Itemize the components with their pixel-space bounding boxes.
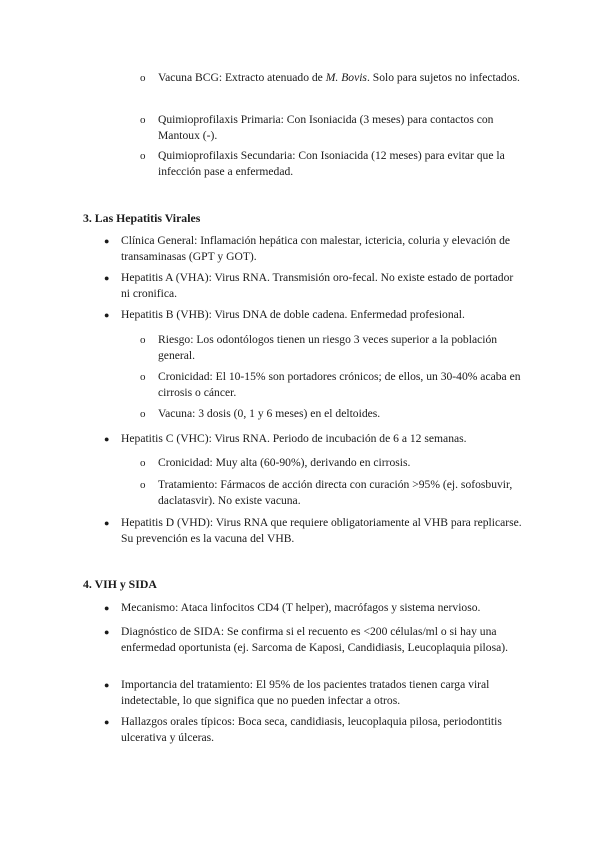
list-item-vacuna-bcg <box>140 70 530 86</box>
list-item-diagnostico-sida <box>104 624 524 656</box>
list-item-hepatitis-a <box>104 270 524 302</box>
list-item-text: Mecanismo: Ataca linfocitos CD4 (T helper), macrófagos y sistema nervioso. <box>121 601 481 614</box>
list-item-vhc-tratamiento <box>140 477 530 509</box>
list-item-text: Cronicidad: Muy alta (60-90%), derivando en cirrosis. <box>158 456 411 469</box>
bullet-marker: o <box>140 408 146 420</box>
bullet-marker: ● <box>104 434 110 444</box>
bullet-marker: ● <box>104 236 110 246</box>
list-item-text: Cronicidad: El 10-15% son portadores crónicos; de ellos, un 30-40% acaba en cirrosis o cáncer. <box>158 370 521 399</box>
bullet-marker: ● <box>104 627 110 637</box>
list-item-quimioprofilaxis-primaria <box>140 112 530 144</box>
list-item-text: Hepatitis B (VHB): Virus DNA de doble cadena. Enfermedad profesional. <box>121 308 465 321</box>
section-heading-vih-sida: 4. VIH y SIDA <box>83 577 157 591</box>
bullet-marker: ● <box>104 717 110 727</box>
list-item-text: Quimioprofilaxis Secundaria: Con Isoniacida (12 meses) para evitar que la infección pase a enfermedad. <box>158 149 505 178</box>
list-item-text: Hepatitis C (VHC): Virus RNA. Periodo de incubación de 6 a 12 semanas. <box>121 432 467 445</box>
list-item-vhb-cronicidad <box>140 369 530 401</box>
list-item-text: Vacuna: 3 dosis (0, 1 y 6 meses) en el deltoides. <box>158 407 381 420</box>
list-item-quimioprofilaxis-secundaria <box>140 148 530 180</box>
list-item-text: Clínica General: Inflamación hepática con malestar, ictericia, coluria y elevación de transaminasas (GPT y GOT). <box>121 234 511 263</box>
bullet-marker: ● <box>104 310 110 320</box>
bullet-marker: ● <box>104 273 110 283</box>
bullet-marker: ● <box>104 518 110 528</box>
bullet-marker: o <box>140 479 146 491</box>
list-item-text: Vacuna BCG: Extracto atenuado de M. Bovis. Solo para sujetos no infectados. <box>158 71 520 84</box>
list-item-text: Quimioprofilaxis Primaria: Con Isoniacida (3 meses) para contactos con Mantoux (-). <box>158 113 494 142</box>
list-item-hepatitis-b <box>104 307 524 323</box>
list-item-vhb-vacuna <box>140 406 530 422</box>
list-item-text: Hallazgos orales típicos: Boca seca, candidiasis, leucoplaquia pilosa, periodontitis ulcerativa y úlceras. <box>121 715 502 744</box>
list-item-hallazgos-orales <box>104 714 524 746</box>
list-item-hepatitis-c <box>104 431 524 447</box>
bullet-marker: ● <box>104 680 110 690</box>
bullet-marker: o <box>140 371 146 383</box>
list-item-vhc-cronicidad <box>140 455 530 471</box>
list-item-vhb-riesgo <box>140 332 530 364</box>
list-item-mecanismo <box>104 600 524 616</box>
list-item-clinica-general <box>104 233 524 265</box>
list-item-text: Tratamiento: Fármacos de acción directa con curación >95% (ej. sofosbuvir, daclatasvir). No existe vacuna. <box>158 478 513 507</box>
bullet-marker: o <box>140 114 146 126</box>
bullet-marker: o <box>140 334 146 346</box>
list-item-text: Diagnóstico de SIDA: Se confirma si el recuento es <200 células/ml o si hay una enfermedad oportunista (ej. Sarcoma de Kaposi, Candidiasis, Leucoplaquia pilosa). <box>121 625 508 654</box>
list-item-text: Hepatitis D (VHD): Virus RNA que requiere obligatoriamente al VHB para replicarse. Su prevención es la vacuna del VHB. <box>121 516 522 545</box>
bullet-marker: o <box>140 72 146 84</box>
list-item-text: Riesgo: Los odontólogos tienen un riesgo 3 veces superior a la población general. <box>158 333 498 362</box>
bullet-marker: ● <box>104 603 110 613</box>
list-item-hepatitis-d <box>104 515 524 547</box>
list-item-text: Importancia del tratamiento: El 95% de los pacientes tratados tienen carga viral indetectable, lo que significa que no pueden infectar a otros. <box>121 678 490 707</box>
bullet-marker: o <box>140 457 146 469</box>
list-item-importancia-tratamiento <box>104 677 524 709</box>
bullet-marker: o <box>140 150 146 162</box>
list-item-text: Hepatitis A (VHA): Virus RNA. Transmisión oro-fecal. No existe estado de portador ni cronifica. <box>121 271 514 300</box>
section-heading-hepatitis: 3. Las Hepatitis Virales <box>83 211 201 225</box>
